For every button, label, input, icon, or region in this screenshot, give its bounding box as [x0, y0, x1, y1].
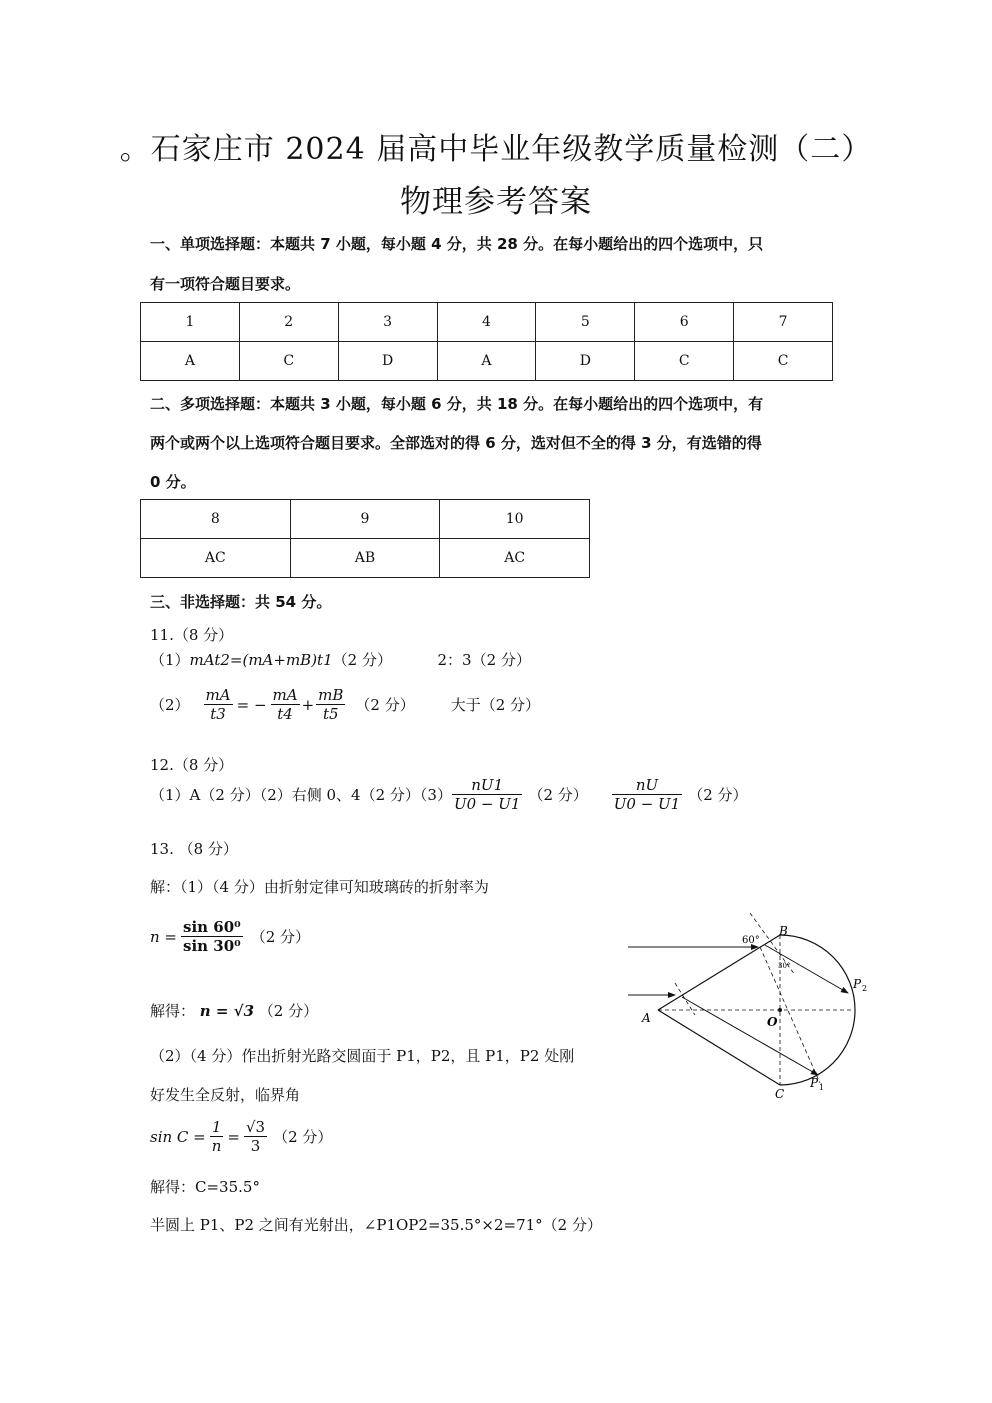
denominator: t4 [277, 705, 293, 723]
refracted-ray-p1 [682, 997, 818, 1075]
q13-c-result: 解得：C=35.5° [150, 1178, 260, 1196]
section2-heading-line2: 两个或两个以上选项符合题目要求。全部选对的得 6 分，选对但不全的得 3 分，有选错的得 [150, 434, 762, 452]
q12-score1: （2 分） [528, 786, 588, 804]
answer-cell: C [635, 342, 734, 381]
label-c: C [775, 1087, 785, 1100]
page-title: 。石家庄市 2024 届高中毕业年级教学质量检测（二） [119, 132, 873, 167]
table-row [141, 539, 590, 578]
q11-part2-answer: 大于（2 分） [450, 696, 541, 714]
q13-final: 半圆上 P1、P2 之间有光射出，∠P1OP2=35.5°×2=71°（2 分） [150, 1216, 602, 1234]
denominator: n [211, 1137, 222, 1155]
answer-cell: D [536, 342, 635, 381]
fraction [316, 686, 345, 723]
q11-part1-score: （2 分） [332, 651, 392, 669]
answer-cell: AB [290, 539, 440, 578]
solution-equation: n = √3 [199, 1002, 255, 1020]
fraction [244, 1118, 267, 1155]
multi-choice-answer-table [140, 499, 590, 578]
q13-line1: 解：（1）（4 分）由折射定律可知玻璃砖的折射率为 [150, 878, 489, 896]
q13-solution [150, 1000, 318, 1021]
denominator: t5 [322, 705, 339, 723]
q11-part1-equation: mAt2=(mA+mB)t1 [189, 651, 333, 669]
question-number: 1 [141, 303, 240, 342]
q11-title: 11.（8 分） [150, 626, 234, 644]
table-row [141, 342, 833, 381]
denominator: sin 30⁰ [183, 937, 241, 955]
table-row [141, 500, 590, 539]
answer-cell: C [239, 342, 338, 381]
question-number: 5 [536, 303, 635, 342]
numerator: √3 [246, 1118, 266, 1136]
numerator: 1 [210, 1118, 224, 1137]
denominator: U0 − U1 [613, 795, 681, 813]
denominator: t3 [210, 705, 226, 723]
q13-refractive-index [150, 918, 310, 955]
label-a: A [642, 1011, 651, 1025]
single-choice-answer-table [140, 302, 833, 381]
question-number: 6 [635, 303, 734, 342]
q11-part1 [150, 649, 531, 670]
sinc-score: （2 分） [273, 1128, 333, 1146]
q11-part1-ratio: 2：3（2 分） [437, 651, 531, 669]
numerator: mA [272, 686, 298, 704]
q12-score2: （2 分） [688, 786, 748, 804]
q12-answers [150, 776, 748, 813]
question-number: 3 [338, 303, 437, 342]
question-number: 8 [141, 500, 291, 539]
q13-critical-angle [150, 1118, 332, 1155]
denominator: U0 − U1 [453, 795, 521, 813]
n-lhs: n = [150, 927, 177, 946]
sinc-lhs: sin C = [150, 1127, 206, 1146]
numerator: sin 60⁰ [183, 918, 241, 936]
denominator: 3 [250, 1137, 261, 1155]
numerator: nU [612, 776, 682, 795]
fraction [181, 918, 243, 955]
label-p1-subscript: 1 [819, 1083, 825, 1092]
glass-edge-ab [658, 935, 780, 1010]
answer-cell: AC [141, 539, 291, 578]
question-number: 4 [437, 303, 536, 342]
q12-part1: （1）A（2 分）（2）右侧 0、4（2 分）（3） [150, 786, 452, 804]
label-p2-subscript: 2 [862, 984, 868, 993]
question-number: 7 [734, 303, 833, 342]
section2-heading-line1: 二、多项选择题：本题共 3 小题，每小题 6 分，共 18 分。在每小题给出的四个选项中，有 [150, 395, 764, 413]
answer-cell: D [338, 342, 437, 381]
angle-60-label: 60° [742, 935, 760, 946]
question-number: 2 [239, 303, 338, 342]
fraction [452, 776, 522, 813]
solution-score: （2 分） [258, 1002, 319, 1020]
numerator: mB [318, 686, 344, 704]
answer-cell: A [141, 342, 240, 381]
label-b: B [779, 924, 788, 938]
numerator: mA [205, 686, 231, 704]
label-o: O [767, 1015, 778, 1029]
equals-sign: = [227, 1127, 240, 1146]
page-subtitle: 物理参考答案 [400, 184, 592, 220]
answer-cell: C [734, 342, 833, 381]
table-row [141, 303, 833, 342]
section1-heading-line2: 有一项符合题目要求。 [150, 275, 301, 293]
label-p2: P [853, 977, 862, 991]
label-p1: P [810, 1076, 819, 1090]
q13-title: 13. （8 分） [150, 840, 238, 858]
q13-part2-line1: （2）（4 分）作出折射光路交圆面于 P1，P2，且 P1，P2 处刚 [150, 1047, 575, 1065]
center-point [778, 1008, 782, 1012]
n-score: （2 分） [250, 928, 311, 946]
question-number: 10 [440, 500, 590, 539]
q12-title: 12.（8 分） [150, 756, 234, 774]
question-number: 9 [290, 500, 440, 539]
section1-heading-line1: 一、单项选择题：本题共 7 小题，每小题 4 分，共 28 分。在每小题给出的四个选项中，只 [150, 235, 764, 253]
fraction [204, 686, 233, 723]
solution-label: 解得： [150, 1002, 196, 1020]
q11-part2-score: （2 分） [355, 696, 415, 714]
angle-30-label: 30° [778, 962, 791, 970]
refraction-diagram [620, 905, 870, 1100]
fraction [612, 776, 682, 813]
fraction [210, 1118, 224, 1155]
section2-heading-line3: 0 分。 [150, 473, 196, 491]
answer-cell: A [437, 342, 536, 381]
q11-part2 [150, 686, 540, 723]
plus-sign: + [301, 695, 315, 714]
fraction [271, 686, 300, 723]
q13-part2-line2: 好发生全反射，临界角 [150, 1086, 301, 1104]
numerator: nU1 [452, 776, 522, 795]
section3-heading: 三、非选择题：共 54 分。 [150, 593, 332, 611]
q11-part2-label: （2） [150, 696, 190, 714]
equals-sign: = − [236, 695, 267, 714]
glass-edge-ac [658, 1010, 780, 1085]
answer-cell: AC [440, 539, 590, 578]
q11-part1-label: （1） [150, 651, 190, 669]
